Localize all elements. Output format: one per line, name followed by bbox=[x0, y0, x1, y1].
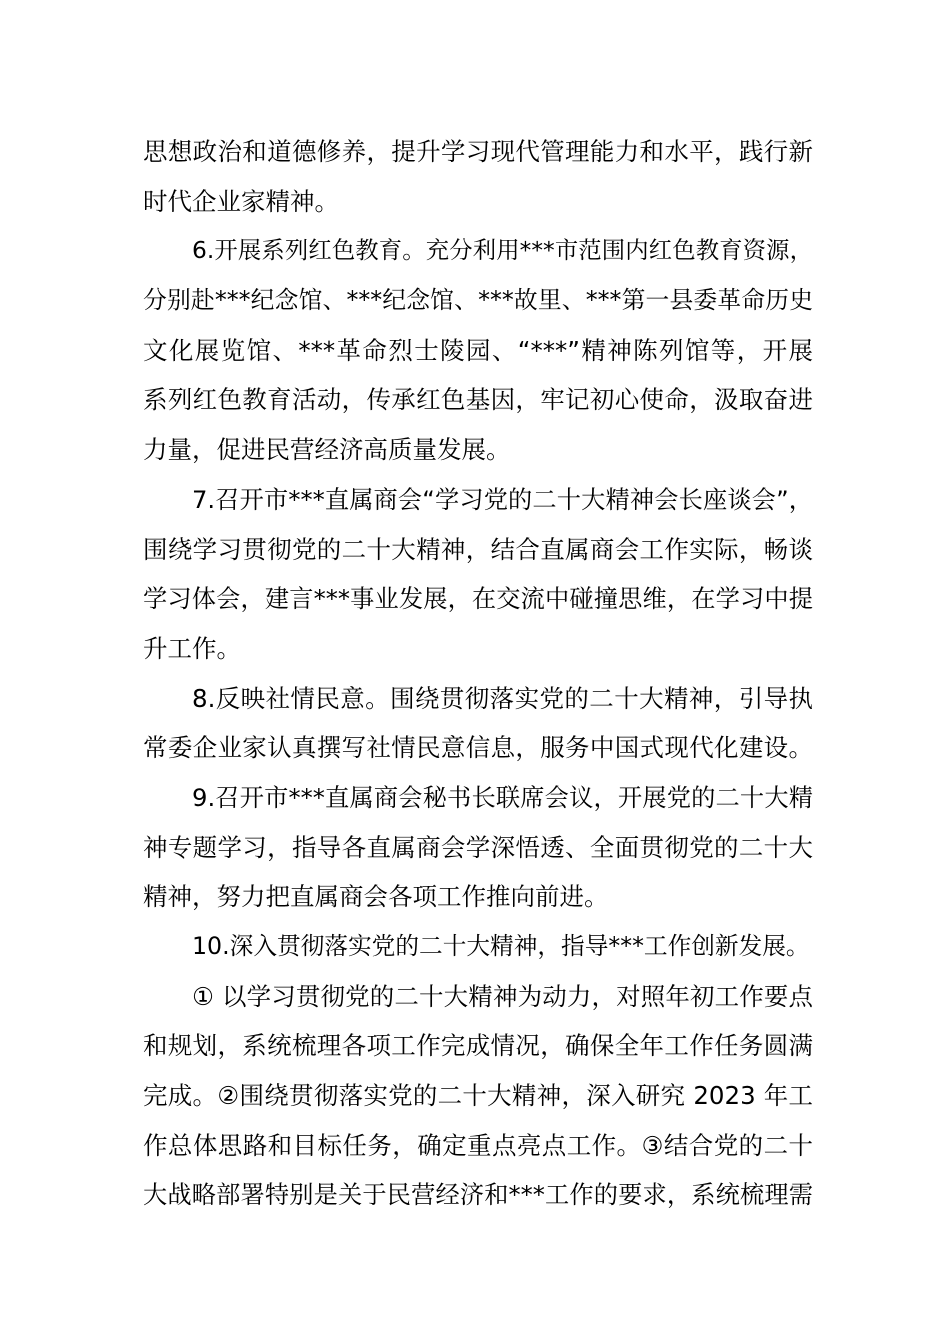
text-line: 系列红色教育活动，传承红色基因，牢记初心使命，汲取奋进 bbox=[143, 385, 813, 415]
text-line: 时代企业家精神。 bbox=[143, 186, 339, 216]
text-line: 完成。②围绕贯彻落实党的二十大精神，深入研究 2023 年工 bbox=[143, 1081, 813, 1111]
text-line: 10.深入贯彻落实党的二十大精神，指导***工作创新发展。 bbox=[192, 932, 810, 960]
text-line: 围绕学习贯彻党的二十大精神，结合直属商会工作实际，畅谈 bbox=[143, 534, 813, 564]
text-line: 文化展览馆、***革命烈士陵园、“***”精神陈列馆等，开展 bbox=[143, 335, 813, 365]
text-line: 作总体思路和目标任务，确定重点亮点工作。③结合党的二十 bbox=[143, 1130, 813, 1160]
text-line: ① 以学习贯彻党的二十大精神为动力，对照年初工作要点 bbox=[192, 981, 813, 1011]
text-line: 7.召开市***直属商会“学习党的二十大精神会长座谈会”， bbox=[192, 484, 813, 514]
text-line: 大战略部署特别是关于民营经济和***工作的要求，系统梳理需 bbox=[143, 1180, 813, 1210]
text-line: 学习体会，建言***事业发展，在交流中碰撞思维，在学习中提 bbox=[143, 584, 813, 614]
text-line: 8.反映社情民意。围绕贯彻落实党的二十大精神，引导执 bbox=[192, 683, 813, 713]
text-line: 精神，努力把直属商会各项工作推向前进。 bbox=[143, 882, 609, 912]
text-line: 力量，促进民营经济高质量发展。 bbox=[143, 435, 511, 465]
text-line: 9.召开市***直属商会秘书长联席会议，开展党的二十大精 bbox=[192, 782, 813, 812]
text-line: 6.开展系列红色教育。充分利用***市范围内红色教育资源， bbox=[192, 236, 813, 265]
text-line: 常委企业家认真撰写社情民意信息，服务中国式现代化建设。 bbox=[143, 733, 813, 763]
text-line: 思想政治和道德修养，提升学习现代管理能力和水平，践行新 bbox=[143, 137, 813, 166]
text-line: 分别赴***纪念馆、***纪念馆、***故里、***第一县委革命历史 bbox=[143, 286, 813, 315]
document-body bbox=[143, 127, 813, 1220]
text-line: 升工作。 bbox=[143, 633, 241, 663]
text-line: 神专题学习，指导各直属商会学深悟透、全面贯彻党的二十大 bbox=[143, 832, 813, 862]
text-line: 和规划，系统梳理各项工作完成情况，确保全年工作任务圆满 bbox=[143, 1031, 813, 1061]
